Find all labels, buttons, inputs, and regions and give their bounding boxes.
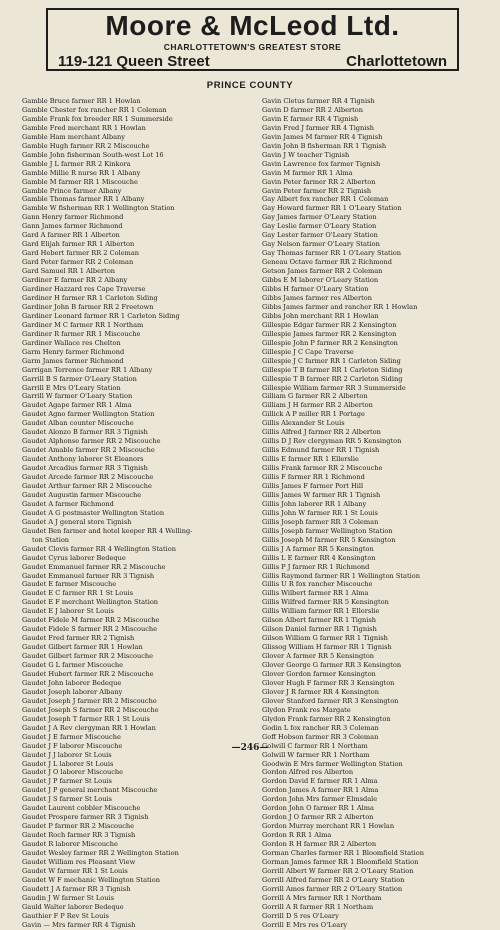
directory-entry: Gaudet J O laborer Miscouche [22,768,124,777]
directory-entry: Golwill W farmer RR 1 Northam [262,750,370,759]
directory-entry: Gaudet E F merchant Wellington Station [22,598,159,607]
directory-entry: Gaudet Joseph T farmer RR 1 St Louis [22,714,150,723]
directory-entry: Gamble Millie R nurse RR 1 Albany [22,168,141,177]
directory-entry: Gardiner M C farmer RR 1 Northam [22,320,144,329]
directory-entry: Gaudet Alphonse farmer RR 2 Miscouche [22,437,161,446]
directory-entry: Golwill C farmer RR 1 Northam [262,741,368,750]
directory-entry: Gavin John B fisherman RR 1 Tignish [262,141,387,150]
directory-entry: Gamble Frank fox breeder RR 1 Summerside [22,114,173,123]
directory-entry: Gaudet P farmer RR 2 Miscouche [22,822,135,831]
directory-entry: Gavin — Mrs farmer RR 4 Tignish [22,920,136,929]
directory-entry: Gillis Alexander St Louis [262,419,345,428]
directory-entry: Gillespie James farmer RR 2 Kensington [262,329,397,338]
directory-entry: Gillis Joseph farmer RR 3 Coleman [262,517,379,526]
directory-entry: Gavin Cletus farmer RR 4 Tignish [262,97,375,105]
directory-entry: Gamble John fisherman South-west Lot 16 [22,150,164,159]
directory-entry: Gaudet Anthony laborer St Eleanors [22,455,144,464]
directory-entry: Gillespie John P farmer RR 2 Kensington [262,338,398,347]
directory-entry: Gann Henry farmer Richmond [22,213,124,222]
directory-entry: Gavin D farmer RR 2 Alberton [262,105,364,114]
directory-entry: Gaudet Agno farmer Wellington Station [22,410,155,419]
directory-entry: Gaudet John laborer Bedeque [22,678,122,687]
directory-entry: Gordon J O farmer RR 2 Alberton [262,813,374,822]
directory-entry: Gavin Fred J farmer RR 4 Tignish [262,123,375,132]
directory-entry: Garm Henry farmer Richmond [22,347,125,356]
directory-entry: Gaudet Hubert farmer RR 2 Miscouche [22,670,154,678]
directory-entry: Godin L fox rancher RR 3 Coleman [262,723,379,732]
directory-entry: Glover Gordon farmer Kensington [262,670,376,678]
directory-entry: Gaudet J E farmer Miscouche [22,732,121,741]
directory-entry: Gamble J L farmer RR 2 Kinkora [22,159,131,168]
directory-entry: Gillis Raymond farmer RR 1 Wellington Station [262,571,420,580]
directory-entry: Gann James farmer Richmond [22,222,123,231]
directory-entry: Gilliam J H farmer RR 2 Alberton [262,401,373,410]
directory-entry: Gorman James farmer RR 1 Bloomfield Station [262,858,419,867]
directory-entry: Gaudet Joseph S farmer RR 2 Miscouche [22,705,159,714]
directory-entry: ton Station [32,535,70,544]
directory-entry: Gillis P J farmer RR 1 Richmond [262,562,370,571]
directory-entry: Gaudet Arcadius farmer RR 3 Tignish [22,464,148,473]
directory-entry: Glover Stanford farmer RR 3 Kensington [262,696,399,705]
directory-entry: Gaudet J F laborer Miscouche [22,741,123,750]
directory-entry: Gaudet J L laborer St Louis [22,759,114,768]
directory-entry: Gaudet Laurent cobbler Miscouche [22,804,141,813]
directory-entry: Gaudet A farmer Richmond [22,499,114,508]
directory-entry: Gillis John W farmer RR 1 St Louis [262,508,378,517]
directory-entry: Gaudet Cyrus laborer Bedeque [22,553,126,562]
directory-entry: Glover George G farmer RR 3 Kensington [262,661,402,670]
directory-entry: Gordon David E farmer RR 1 Alma [262,777,378,786]
directory-entry: Gaudet E C farmer RR 1 St Louis [22,589,133,598]
directory-entry: Gaudet W farmer RR 1 St Louis [22,866,128,875]
directory-entry: Gardiner H farmer RR 1 Carleton Siding [22,293,158,302]
directory-entry: Gordon Alfred res Alberton [262,768,354,777]
advertisement-banner [46,8,459,71]
directory-entry: Gibbs James farmer res Alberton [262,293,372,302]
directory-entry: Gamble M farmer RR 1 Miscouche [22,177,138,186]
directory-entry: Gaudet Agape farmer RR 1 Alma [22,401,132,410]
directory-entry: Gaudet Joseph J farmer RR 2 Miscouche [22,696,157,705]
directory-entry: Gillis Joseph M farmer RR 5 Kensington [262,535,396,544]
directory-entry: Gorrill Albert W farmer RR 2 O'Leary Station [262,866,414,875]
directory-entry: Gamble Bruce farmer RR 1 Howlan [22,97,141,105]
directory-entry: Gillis Frank farmer RR 2 Miscouche [262,464,383,473]
directory-entry: Gaudet J S farmer St Louis [22,795,112,804]
directory-entry: Gillis Edmund farmer RR 1 Tignish [262,446,380,455]
directory-entry: Goff Hobson farmer RR 3 Coleman [262,732,379,741]
directory-entry: Gaudet Amable farmer RR 2 Miscouche [22,446,155,455]
directory-entry: Gibbs H farmer O'Leary Station [262,285,369,294]
directory-entry: Glover A farmer RR 5 Kensington [262,652,375,661]
directory-entry: Gaudet Arthur farmer RR 2 Miscouche [22,481,152,490]
directory-entry: Garrigan Terrence farmer RR 1 Albany [22,365,153,374]
ad-company-name: Moore & McLeod Ltd. [105,10,400,41]
directory-entry: Gamble Thomas farmer RR 1 Albany [22,195,145,204]
directory-entry: Gordon James A farmer RR 1 Alma [262,786,379,795]
directory-entry: Garrill W farmer O'Leary Station [22,392,133,401]
directory-entry: Gaudet Clovis farmer RR 4 Wellington Station [22,544,176,553]
directory-entry: Gardiner Wallace res Chelton [22,338,121,347]
directory-entry: Gaudet Alban counter Miscouche [22,419,134,428]
directory-entry: Gard Elijah farmer RR 1 Alberton [22,240,135,249]
directory-entry: Glydon Frank res Margate [262,705,351,714]
directory-entry: Gilson Albert farmer RR 1 Tignish [262,616,377,625]
directory-entry: Gay Nelson farmer O'Leary Station [262,240,380,249]
directory-entry: Gibbs E M laborer O'Leary Station [262,276,379,285]
directory-entry: Gillis E farmer RR 1 Ellerslie [262,455,359,464]
directory-entry: Gillespie J C Cape Traverse [262,347,354,356]
directory-entry: Goodwin E Mrs farmer Wellington Station [262,759,403,768]
directory-entry: Gordon R RR 1 Alma [262,831,332,840]
directory-entry: Gaudet Prospere farmer RR 3 Tignish [22,813,149,822]
directory-entry: Gardiner Leonard farmer RR 1 Carleton Siding [22,311,180,320]
directory-entry: Gaudett J A farmer RR 3 Tignish [22,884,131,893]
directory-entry: Gamble Prince farmer Albany [22,186,122,195]
directory-entry: Gay Thomas farmer RR 1 O'Leary Station [262,249,402,258]
right-column [262,97,477,930]
directory-entry: Gavin Lawrence fox farmer Tignish [262,159,381,168]
directory-entry: Gillespie Edgar farmer RR 2 Kensington [262,320,397,329]
directory-entry: Gaudet R laborer Miscouche [22,840,118,849]
directory-entry: Gillis Wilfred farmer RR 5 Kensington [262,598,389,607]
directory-entry: Gillespie T B farmer RR 2 Carleton Siding [262,374,403,383]
directory-entry: Gavin Peter farmer RR 2 Tignish [262,186,372,195]
directory-entry: Gardiner E farmer RR 2 Albany [22,276,128,285]
directory-entry: Gillespie T B farmer RR 1 Carleton Siding [262,365,403,374]
directory-entry: Gard A farmer RR 1 Alberton [22,231,120,240]
directory-entry: Gillis Wilbert farmer RR 1 Alma [262,589,369,598]
directory-entry: Gaudin J W farmer St Louis [22,893,115,902]
directory-entry: Gillis John laborer RR 1 Albany [262,499,367,508]
directory-entry: Gordon John Mrs farmer Elmsdale [262,795,378,804]
directory-entry: Gaudet William res Pleasant View [22,858,136,867]
directory-entry: Gaudet A J general store Tignish [22,517,132,526]
directory-entry: Gillis J A farmer RR 5 Kensington [262,544,374,553]
directory-entry: Gibbs John merchant RR 1 Howlan [262,311,379,320]
directory-entry: Gorrill Amos farmer RR 2 O'Leary Station [262,884,403,893]
ad-city: Charlottetown [346,53,447,70]
directory-entry: Glover J R farmer RR 4 Kensington [262,687,379,696]
directory-entry: Gavin Peter farmer RR 2 Alberton [262,177,376,186]
directory-entry: Gamble W fisherman RR 1 Wellington Station [22,204,175,213]
ad-address: 119-121 Queen Street [58,53,210,70]
directory-entry: Gordon Murray merchant RR 1 Howlan [262,822,395,831]
directory-entry: Gillis L E farmer RR 4 Kensington [262,553,376,562]
directory-entry: Gaudet Alonzo B farmer RR 3 Tignish [22,428,148,437]
directory-entry: Garrill E Mrs O'Leary Station [22,383,121,392]
directory-entry: Gibbs James farmer and rancher RR 1 Howlan [262,302,418,311]
directory-entry: Gaudet G L farmer Miscouche [22,661,124,670]
directory-entry: Gamble Hugh farmer RR 2 Miscouche [22,141,150,150]
page-number: —246— [231,743,269,753]
directory-entry: Gay Howard farmer RR 1 O'Leary Station [262,204,402,213]
directory-entry: Gamble Fred merchant RR 1 Howlan [22,123,146,132]
directory-entry: Gilson Daniel farmer RR 1 Tignish [262,625,377,634]
directory-entry: Gaudet Gilbert farmer RR 1 Howlan [22,643,143,652]
directory-entry: Gillis D J Rev clergyman RR 5 Kensington [262,437,402,446]
directory-entry: Gaudet Augustin farmer Miscouche [22,490,142,499]
directory-entry: Gay James farmer O'Leary Station [262,213,377,222]
directory-entry: Gard Samuel RR 1 Alberton [22,267,116,276]
directory-entry: Gorrill Alfred farmer RR 2 O'Leary Station [262,875,405,884]
directory-entry: Gorrill D S res O'Leary [262,911,339,920]
left-column [22,97,237,930]
directory-entry: Gordon R H farmer RR 2 Alberton [262,840,377,849]
directory-entry: Gauthier F P Rev St Louis [22,911,109,920]
directory-entry: Gillick A P miller RR 1 Portage [262,410,365,419]
directory-entry: Gillis Alfred J farmer RR 2 Alberton [262,428,381,437]
directory-entry: Gaudet Arcede farmer RR 2 Miscouche [22,473,154,482]
directory-entry: Gaudet Roch farmer RR 3 Tignish [22,831,136,840]
directory-entry: Gilliam G farmer RR 2 Alberton [262,392,368,401]
directory-entry: Gaudet W F mechanic Wellington Station [22,875,160,884]
directory-entry: Gaudet Fidele S farmer RR 2 Miscouche [22,625,158,634]
ad-tagline: CHARLOTTETOWN'S GREATEST STORE [163,42,342,52]
directory-entry: Gaudet E farmer Miscouche [22,580,117,589]
directory-entry: Gaudet Fred farmer RR 2 Tignish [22,634,135,643]
directory-entry: Gay Leslie farmer O'Leary Station [262,222,377,231]
directory-entry: Gillespie J C farmer RR 1 Carleton Siding [262,356,401,365]
directory-entry: Gaudet J A Rev clergyman RR 1 Howlan [22,723,156,732]
directory-entry: Glydon Frank farmer RR 2 Kensington [262,714,391,723]
directory-entry: Gay Lester farmer O'Leary Station [262,231,378,240]
directory-entry: Getson James farmer RR 2 Coleman [262,267,383,276]
directory-entry: Garrill B S farmer O'Leary Station [22,374,137,383]
directory-entry: Gaudet Gilbert farmer RR 2 Miscouche [22,652,154,661]
directory-entry: Gard Hebert farmer RR 2 Coleman [22,249,140,258]
directory-entry: Gaudet J P farmer St Louis [22,777,112,786]
directory-entry: Gardiner Hazzard res Cape Traverse [22,285,146,294]
directory-entry: Gaudet Joseph laborer Albany [22,687,123,696]
directory-entry: Gorrill E Mrs res O'Leary [262,920,348,929]
directory-entry: Gillis Joseph farmer Wellington Station [262,526,393,535]
directory-entry: Gaudet Emmanuel farmer RR 3 Tignish [22,571,155,580]
directory-entry: Gamble Chester fox rancher RR 1 Coleman [22,105,167,114]
directory-entry: Gavin J W teacher Tignish [262,150,350,159]
directory-entry: Gaudet E J laborer St Louis [22,607,114,616]
directory-entry: Gardiner John B farmer RR 2 Freetown [22,302,154,311]
directory-entry: Gavin M farmer RR 1 Alma [262,168,353,177]
directory-entry: Gamble Ham merchant Albany [22,132,125,141]
directory-entry: Gaudet Fidele M farmer RR 2 Miscouche [22,616,160,625]
directory-entry: Gavin E farmer RR 4 Tignish [262,114,359,123]
directory-entry: Gard Peter farmer RR 2 Coleman [22,258,134,267]
directory-entry: Gillis James F farmer Port Hill [262,481,364,490]
directory-entry: Gardiner R farmer RR 1 Miscouche [22,329,141,338]
directory-entry: Gillespie William farmer RR 3 Summerside [262,383,406,392]
directory-entry: Garm James farmer Richmond [22,356,124,365]
directory-entry: Gillis F farmer RR 1 Richmond [262,473,365,482]
directory-entry: Glissog William H farmer RR 1 Tignish [262,643,392,652]
directory-entry: Gaudet J P general merchant Miscouche [22,786,158,795]
directory-entry: Gillis U R fox rancher Miscouche [262,580,373,589]
directory-entry: Gaudet Emmanuel farmer RR 2 Miscouche [22,562,166,571]
directory-entry: Gorrill A Mrs farmer RR 1 Northam [262,893,382,902]
directory-entry: Gorrill A R farmer RR 1 Northam [262,902,374,911]
directory-entry: Gavin James M farmer RR 4 Tignish [262,132,383,141]
directory-entry: Gaudet Ben farmer and hotel keeper RR 4 Welling- [22,526,193,535]
directory-entry: Gilson William G farmer RR 1 Tignish [262,634,388,643]
directory-entry: Gaudet Wesley farmer RR 2 Wellington Station [22,849,179,858]
directory-entry: Gay Albert fox rancher RR 1 Coleman [262,195,389,204]
directory-entry: Gaudet J J laborer St Louis [22,750,112,759]
directory-entry: Glover Hugh F farmer RR 3 Kensington [262,678,395,687]
section-title: PRINCE COUNTY [206,80,294,91]
directory-entry: Gillis William farmer RR 1 Ellerslie [262,607,380,616]
directory-entry: Gillis James W farmer RR 1 Tignish [262,490,381,499]
directory-entry: Gaudet A G postmaster Wellington Station [22,508,165,517]
directory-entry: Geneau Octave farmer RR 2 Richmond [262,258,392,267]
directory-entry: Gordon John O farmer RR 1 Alma [262,804,374,813]
directory-entry: Gorman Charles farmer RR 1 Bloomfield Station [262,849,424,858]
directory-entry: Gauld Walter laborer Bedeque [22,902,124,911]
